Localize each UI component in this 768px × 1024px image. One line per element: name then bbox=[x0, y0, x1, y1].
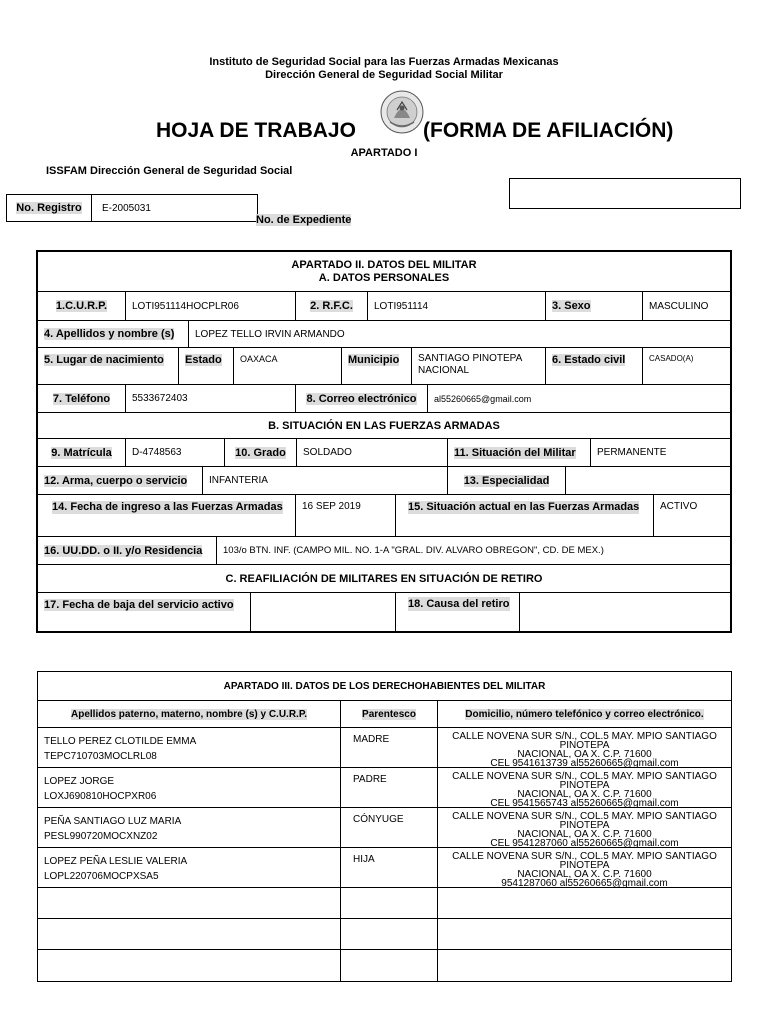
section2-title-row bbox=[38, 252, 730, 292]
row-telefono bbox=[38, 385, 730, 413]
situacion-label: 11. Situación del Militar bbox=[447, 439, 590, 466]
rfc-value[interactable]: LOTI951114 bbox=[367, 292, 545, 320]
sexo-value[interactable]: MASCULINO bbox=[642, 292, 730, 320]
row-subtitle-c bbox=[38, 565, 730, 593]
expediente-field[interactable] bbox=[509, 178, 741, 209]
row-arma bbox=[38, 467, 730, 495]
section3-title: APARTADO III. DATOS DE LOS DERECHOHABIENTES DEL MILITAR bbox=[223, 680, 546, 692]
correo-label: 8. Correo electrónico bbox=[295, 385, 427, 412]
estado-civil-label: 6. Estado civil bbox=[545, 348, 642, 384]
estado-civil-value[interactable]: CASADO(A) bbox=[642, 348, 730, 384]
table-row bbox=[38, 768, 731, 808]
derechohabiente-nombre[interactable]: LOPEZ PEÑA LESLIE VALERIA LOPL220706MOCPXSA5 bbox=[44, 856, 188, 882]
table-row-empty bbox=[38, 888, 731, 919]
derechohabiente-parentesco[interactable]: MADRE bbox=[340, 728, 437, 767]
section3-title-row bbox=[38, 672, 731, 701]
grado-label: 10. Grado bbox=[224, 439, 296, 466]
municipio-label: Municipio bbox=[341, 348, 411, 384]
page-title-left: HOJA DE TRABAJO bbox=[156, 119, 356, 142]
especialidad-value[interactable] bbox=[565, 467, 730, 494]
estado-label: Estado bbox=[178, 348, 233, 384]
empty-nombre-cell[interactable] bbox=[38, 950, 340, 981]
table-row-empty bbox=[38, 919, 731, 950]
derechohabiente-parentesco[interactable]: PADRE bbox=[340, 768, 437, 807]
derechohabiente-nombre[interactable]: PEÑA SANTIAGO LUZ MARIA PESL990720MOCXNZ02 bbox=[44, 816, 182, 842]
row-subtitle-b bbox=[38, 413, 730, 439]
row-baja bbox=[38, 593, 730, 633]
lugar-label: 5. Lugar de nacimiento bbox=[44, 354, 164, 366]
col-header-nombre: Apellidos paterno, materno, nombre (s) y C.U.R.P. bbox=[71, 708, 307, 720]
empty-domicilio-cell[interactable] bbox=[437, 950, 731, 981]
section2-title: APARTADO II. DATOS DEL MILITAR A. DATOS PERSONALES bbox=[291, 258, 477, 284]
situacion-actual-value[interactable]: ACTIVO bbox=[653, 495, 730, 536]
grado-value[interactable]: SOLDADO bbox=[296, 439, 447, 466]
empty-parentesco-cell[interactable] bbox=[340, 919, 437, 949]
national-seal-icon bbox=[380, 88, 424, 136]
row-nacimiento bbox=[38, 348, 730, 385]
col-header-domicilio: Domicilio, número telefónico y correo electrónico. bbox=[437, 701, 731, 727]
derechohabiente-parentesco[interactable]: CÓNYUGE bbox=[340, 808, 437, 847]
empty-domicilio-cell[interactable] bbox=[437, 888, 731, 918]
uudd-value[interactable]: 103/o BTN. INF. (CAMPO MIL. NO. 1-A "GRAL. DIV. ALVARO OBREGON", CD. DE MEX.) bbox=[216, 537, 730, 564]
row-ingreso bbox=[38, 495, 730, 537]
municipio-value[interactable]: SANTIAGO PINOTEPA NACIONAL bbox=[411, 348, 545, 384]
row-curp bbox=[38, 292, 730, 321]
registro-label: No. Registro bbox=[7, 195, 92, 221]
arma-label: 12. Arma, cuerpo o servicio bbox=[44, 474, 188, 487]
estado-value[interactable]: OAXACA bbox=[233, 348, 341, 384]
nombre-label: 4. Apellidos y nombre (s) bbox=[44, 328, 175, 340]
section3-header-row bbox=[38, 701, 731, 728]
derechohabiente-nombre[interactable]: TELLO PEREZ CLOTILDE EMMA TEPC710703MOCLRL08 bbox=[44, 736, 197, 762]
table-row bbox=[38, 848, 731, 888]
institution-line-1: Instituto de Seguridad Social para las Fuerzas Armadas Mexicanas bbox=[209, 56, 559, 68]
derechohabiente-domicilio[interactable]: CALLE NOVENA SUR S/N., COL.5 MAY. MPIO SANTIAGO PINOTEPA NACIONAL, OA X. C.P. 71600 CEL 9541287060 al55260665@gmail.com bbox=[437, 808, 731, 847]
institution-line-2: Dirección General de Seguridad Social Militar bbox=[265, 69, 503, 81]
row-uudd bbox=[38, 537, 730, 565]
derechohabiente-domicilio[interactable]: CALLE NOVENA SUR S/N., COL.5 MAY. MPIO SANTIAGO PINOTEPA NACIONAL, OA X. C.P. 71600 9541287060 al55260665@gmail.com bbox=[437, 848, 731, 887]
rfc-label: 2. R.F.C. bbox=[295, 292, 367, 320]
curp-label: 1.C.U.R.P. bbox=[55, 300, 108, 312]
derechohabiente-parentesco[interactable]: HIJA bbox=[340, 848, 437, 887]
derechohabiente-domicilio[interactable]: CALLE NOVENA SUR S/N., COL.5 MAY. MPIO SANTIAGO PINOTEPA NACIONAL, OA X. C.P. 71600 CEL 9541565743 al55260665@gmail.com bbox=[437, 768, 731, 807]
section-datos-militar bbox=[36, 250, 732, 633]
ingreso-value[interactable]: 16 SEP 2019 bbox=[295, 495, 395, 536]
telefono-label: 7. Teléfono bbox=[52, 392, 111, 405]
derechohabiente-nombre[interactable]: LOPEZ JORGE LOXJ690810HOCPXR06 bbox=[44, 776, 157, 802]
nombre-value[interactable]: LOPEZ TELLO IRVIN ARMANDO bbox=[188, 321, 730, 347]
uudd-label: 16. UU.DD. o II. y/o Residencia bbox=[44, 544, 203, 557]
situacion-actual-label: 15. Situación actual en las Fuerzas Armadas bbox=[395, 495, 653, 536]
row-nombre bbox=[38, 321, 730, 348]
telefono-value[interactable]: 5533672403 bbox=[125, 385, 295, 412]
ingreso-label: 14. Fecha de ingreso a las Fuerzas Armadas bbox=[52, 501, 283, 513]
derechohabiente-domicilio[interactable]: CALLE NOVENA SUR S/N., COL.5 MAY. MPIO SANTIAGO PINOTEPA NACIONAL, OA X. C.P. 71600 CEL 9541613739 al55260665@gmail.com bbox=[437, 728, 731, 767]
subtitle-c: C. REAFILIACIÓN DE MILITARES EN SITUACIÓN DE RETIRO bbox=[225, 572, 543, 585]
arma-value[interactable]: INFANTERIA bbox=[202, 467, 447, 494]
registro-box bbox=[6, 194, 258, 222]
table-row bbox=[38, 808, 731, 848]
subtitle-b: B. SITUACIÓN EN LAS FUERZAS ARMADAS bbox=[268, 419, 500, 432]
sexo-label: 3. Sexo bbox=[545, 292, 642, 320]
empty-nombre-cell[interactable] bbox=[38, 888, 340, 918]
page-title-right: (FORMA DE AFILIACIÓN) bbox=[423, 119, 674, 142]
matricula-label: 9. Matrícula bbox=[51, 446, 112, 459]
empty-nombre-cell[interactable] bbox=[38, 919, 340, 949]
row-matricula bbox=[38, 439, 730, 467]
issfam-label: ISSFAM Dirección General de Seguridad Social bbox=[46, 165, 293, 177]
causa-label: 18. Causa del retiro bbox=[395, 593, 519, 633]
empty-parentesco-cell[interactable] bbox=[340, 888, 437, 918]
title-row bbox=[0, 88, 768, 148]
registro-value[interactable]: E-2005031 bbox=[102, 202, 151, 214]
empty-parentesco-cell[interactable] bbox=[340, 950, 437, 981]
expediente-label: No. de Expediente bbox=[256, 214, 352, 226]
curp-value[interactable]: LOTI951114HOCPLR06 bbox=[125, 292, 295, 320]
baja-value[interactable] bbox=[250, 593, 395, 633]
correo-value[interactable]: al55260665@gmail.com bbox=[427, 385, 730, 412]
table-row-empty bbox=[38, 950, 731, 981]
situacion-value[interactable]: PERMANENTE bbox=[590, 439, 730, 466]
empty-domicilio-cell[interactable] bbox=[437, 919, 731, 949]
col-header-parentesco: Parentesco bbox=[340, 701, 437, 727]
matricula-value[interactable]: D-4748563 bbox=[125, 439, 224, 466]
section-derechohabientes bbox=[37, 671, 732, 982]
table-row bbox=[38, 728, 731, 768]
especialidad-label: 13. Especialidad bbox=[447, 467, 565, 494]
apartado-i-label: APARTADO I bbox=[350, 147, 418, 159]
baja-label: 17. Fecha de baja del servicio activo bbox=[44, 599, 234, 611]
causa-value[interactable] bbox=[519, 593, 730, 633]
